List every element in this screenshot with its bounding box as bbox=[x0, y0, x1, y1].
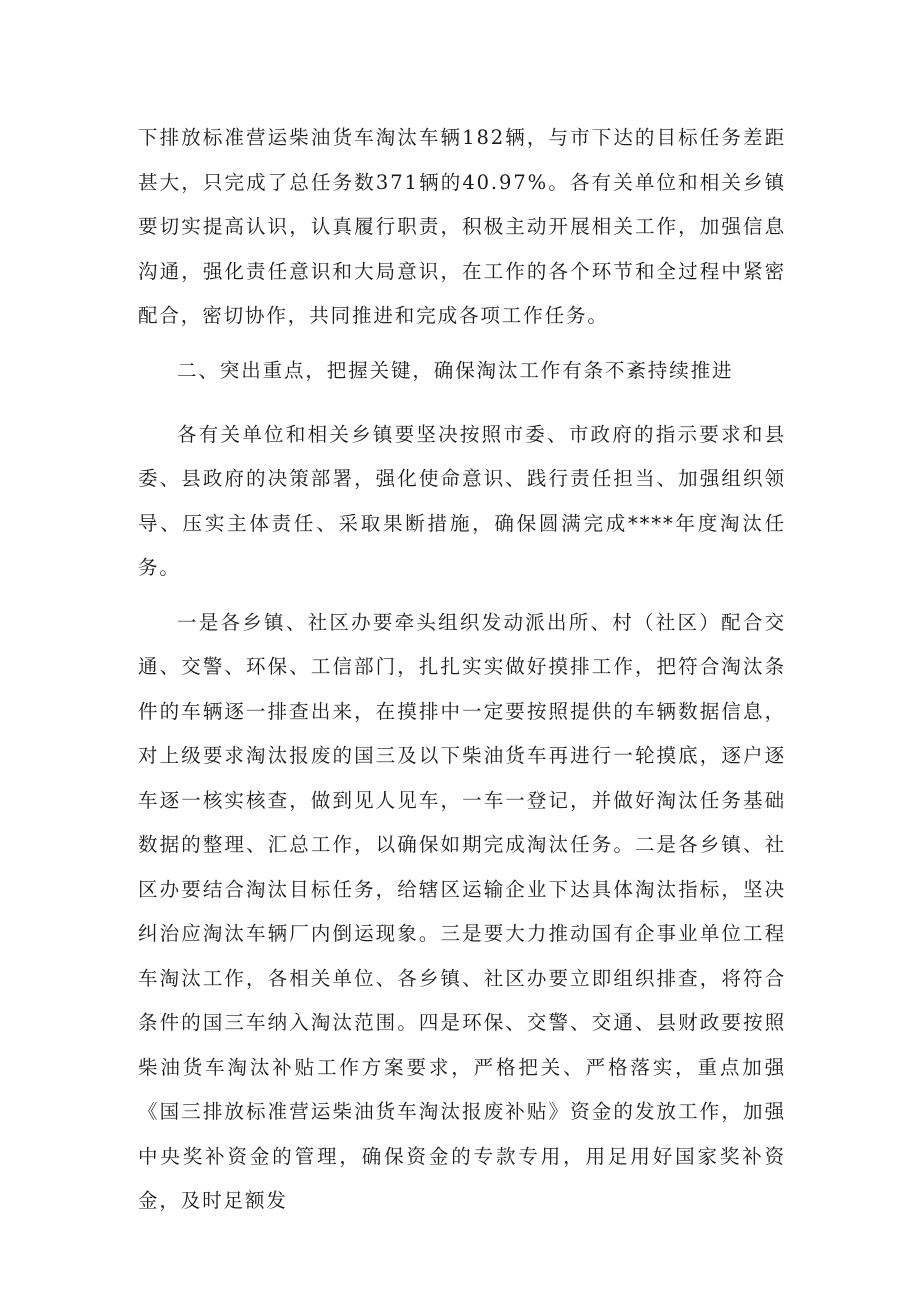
paragraph-requirements: 各有关单位和相关乡镇要坚决按照市委、市政府的指示要求和县委、县政府的决策部署，强化使命意识、践行责任担当、加强组织领导、压实主体责任、采取果断措施，确保圆满完成****年度淘汰任务。 bbox=[138, 422, 786, 579]
paragraph-measures: 一是各乡镇、社区办要牵头组织发动派出所、村（社区）配合交通、交警、环保、工信部门，扎扎实实做好摸排工作，把符合淘汰条件的车辆逐一排查出来，在摸排中一定要按照提供的车辆数据信息，对上级要求淘汰报废的国三及以下柴油货车再进行一轮摸底，逐户逐车逐一核实核查，做到见人见车，一车一登记，并做好淘汰任务基础数据的整理、汇总工作，以确保如期完成淘汰任务。二是各乡镇、社区办要结合淘汰目标任务，给辖区运输企业下达具体淘汰指标，坚决纠治应淘汰车辆厂内倒运现象。三是要大力推动国有企事业单位工程车淘汰工作，各相关单位、各乡镇、社区办要立即组织排查，将符合条件的国三车纳入淘汰范围。四是环保、交警、交通、县财政要按照柴油货车淘汰补贴工作方案要求，严格把关、严格落实，重点加强《国三排放标准营运柴油货车淘汰报废补贴》资金的发放工作，加强中央奖补资金的管理，确保资金的专款专用，用足用好国家奖补资金，及时足额发 bbox=[138, 610, 786, 1212]
section-heading: 二、突出重点，把握关键，确保淘汰工作有条不紊持续推进 bbox=[177, 358, 734, 382]
paragraph-continuation: 下排放标准营运柴油货车淘汰车辆182辆，与市下达的目标任务差距甚大，只完成了总任务数371辆的40.97%。各有关单位和相关乡镇要切实提高认识，认真履行职责，积极主动开展相关工作，加强信息沟通，强化责任意识和大局意识，在工作的各个环节和全过程中紧密配合，密切协作，共同推进和完成各项工作任务。 bbox=[138, 126, 786, 327]
